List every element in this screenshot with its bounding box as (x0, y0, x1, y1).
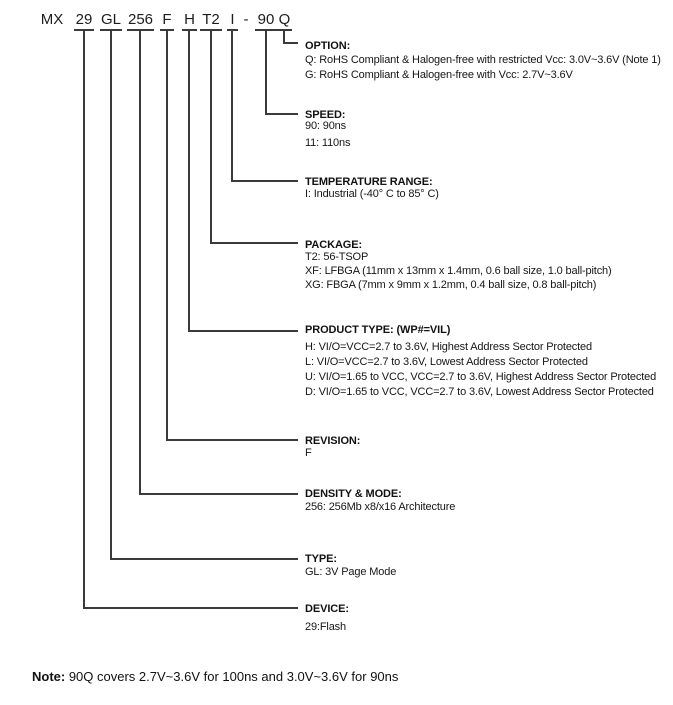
section-title-revision: REVISION: (305, 435, 361, 447)
connector-product-type-vertical (188, 29, 190, 332)
section-title-speed: SPEED: (305, 109, 346, 121)
part-segment-type: GL (100, 10, 122, 31)
option-item: G: RoHS Compliant & Halogen-free with Vcc: 2.7V~3.6V (305, 69, 573, 81)
connector-density-vertical (139, 29, 141, 495)
product-type-item: L: VI/O=VCC=2.7 to 3.6V, Lowest Address Sector Protected (305, 356, 588, 368)
section-items-type (305, 565, 396, 580)
package-item: T2: 56-TSOP (305, 251, 369, 263)
connector-package-vertical (210, 29, 212, 244)
part-segment-option: Q (277, 10, 292, 31)
connector-package-horizontal (210, 242, 298, 244)
product-type-item: D: VI/O=1.65 to VCC, VCC=2.7 to 3.6V, Lowest Address Sector Protected (305, 386, 654, 398)
part-segment-product-type: H (182, 10, 197, 31)
part-segment-package: T2 (200, 10, 222, 31)
section-items-speed (305, 118, 350, 152)
connector-type-vertical (110, 29, 112, 560)
section-title-density-mode: DENSITY & MODE: (305, 488, 402, 500)
option-item: Q: RoHS Compliant & Halogen-free with restricted Vcc: 3.0V~3.6V (Note 1) (305, 54, 661, 66)
section-items-temperature (305, 187, 439, 202)
section-title-option: OPTION: (305, 40, 351, 52)
part-segment-speed: 90 (255, 10, 277, 31)
package-item: XF: LFBGA (11mm x 13mm x 1.4mm, 0.6 ball size, 1.0 ball-pitch) (305, 265, 612, 277)
part-prefix: MX (40, 11, 64, 28)
type-item: GL: 3V Page Mode (305, 566, 397, 578)
section-items-package (305, 250, 612, 292)
product-type-item: H: VI/O=VCC=2.7 to 3.6V, Highest Address Sector Protected (305, 341, 592, 353)
section-items-product-type (305, 340, 656, 400)
section-title-product-type: PRODUCT TYPE: (WP#=VIL) (305, 324, 451, 336)
speed-item: 90: 90ns (305, 120, 347, 132)
density-mode-item: 256: 256Mb x8/x16 Architecture (305, 501, 456, 513)
section-title-package: PACKAGE: (305, 239, 363, 251)
section-title-temperature: TEMPERATURE RANGE: (305, 176, 433, 188)
connector-temperature-vertical (231, 29, 233, 182)
section-items-option (305, 53, 661, 83)
section-items-device (305, 620, 346, 635)
part-segment-revision: F (160, 10, 174, 31)
footnote-label: Note: (32, 669, 66, 684)
connector-revision-horizontal (166, 439, 298, 441)
connector-density-horizontal (139, 493, 298, 495)
part-segment-temperature: I (227, 10, 238, 31)
part-segment-dash: - (243, 11, 249, 28)
part-segment-device: 29 (74, 10, 94, 31)
connector-option-horizontal (283, 42, 298, 44)
package-item: XG: FBGA (7mm x 9mm x 1.2mm, 0.4 ball size, 0.8 ball-pitch) (305, 279, 597, 291)
revision-item: F (305, 447, 312, 459)
connector-temperature-horizontal (231, 180, 298, 182)
section-title-device: DEVICE: (305, 603, 349, 615)
connector-speed-horizontal (265, 113, 298, 115)
connector-device-vertical (83, 29, 85, 609)
section-title-type: TYPE: (305, 553, 337, 565)
footnote (32, 668, 398, 685)
connector-speed-vertical (265, 29, 267, 115)
temperature-item: I: Industrial (-40° C to 85° C) (305, 188, 439, 200)
connector-revision-vertical (166, 29, 168, 441)
part-segment-density: 256 (127, 10, 154, 31)
connector-product-type-horizontal (188, 330, 298, 332)
device-item: 29:Flash (305, 621, 346, 633)
section-items-revision (305, 446, 312, 461)
connector-type-horizontal (110, 558, 298, 560)
speed-item: 11: 110ns (305, 137, 351, 149)
footnote-text: 90Q covers 2.7V~3.6V for 100ns and 3.0V~3.6V for 90ns (65, 669, 399, 684)
connector-device-horizontal (83, 607, 298, 609)
product-type-item: U: VI/O=1.65 to VCC, VCC=2.7 to 3.6V, Highest Address Sector Protected (305, 371, 657, 383)
section-items-density-mode (305, 500, 455, 515)
